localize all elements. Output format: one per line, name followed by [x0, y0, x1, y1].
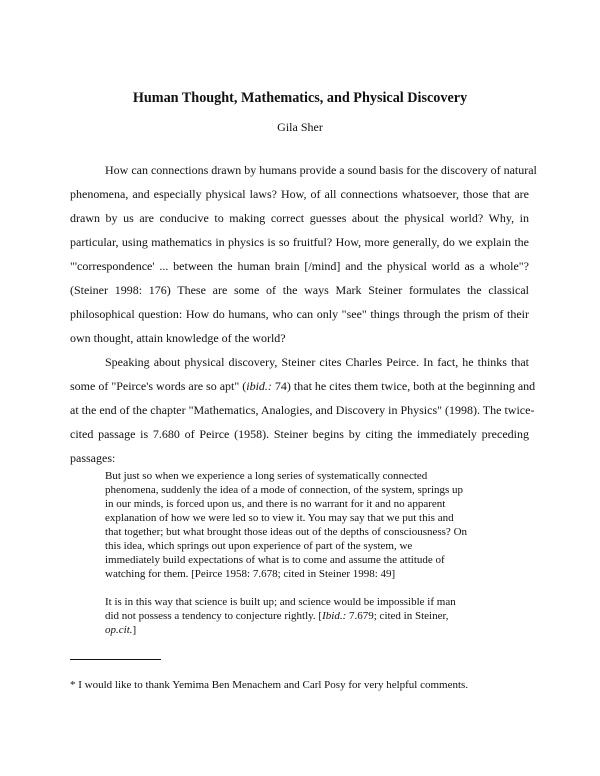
quote-1-line-2: phenomena, suddenly the idea of a mode of connection, of the system, springs up — [105, 484, 464, 496]
paragraph-1-line-7: philosophical question: How do humans, who can only "see" things through the prism of their — [70, 307, 529, 321]
quote-1-line-5: that together; but what brought those ideas out of the depths of consciousness? On — [105, 526, 468, 538]
paragraph-1-line-6: (Steiner 1998: 176) These are some of the ways Mark Steiner formulates the classical — [70, 283, 529, 297]
paragraph-1-line-8: own thought, attain knowledge of the world? — [70, 331, 286, 345]
quote-1-line-1: But just so when we experience a long series of systematically connected — [105, 470, 428, 482]
paragraph-1-line-5: "'correspondence' ... between the human brain [/mind] and the physical world as a whole"? — [70, 259, 529, 273]
footnote: * I would like to thank Yemima Ben Menachem and Carl Posy for very helpful comments. — [70, 679, 469, 691]
quote-1-line-7: immediately build expectations of what is to come and assume the attitude of — [105, 554, 445, 566]
quote-2-line-2: did not possess a tendency to conjecture rightly. [Ibid.: 7.679; cited in Steiner, — [105, 610, 449, 622]
paragraph-1-line-4: particular, using mathematics in physics is so fruitful? How, more generally, do we explain the — [70, 235, 529, 249]
paragraph-1-line-3: drawn by us are conducive to making correct guesses about the physical world? Why, in — [70, 211, 529, 225]
quote-1-line-8: watching for them. [Peirce 1958: 7.678; cited in Steiner 1998: 49] — [105, 568, 396, 580]
quote-1-line-4: explanation of how we were led so to view it. You may say that we put this and — [105, 512, 454, 524]
paragraph-2-line-2: some of "Peirce's words are so apt" (ibid.: 74) that he cites them twice, both at the beginning and — [70, 379, 536, 393]
quote-2-line-1: It is in this way that science is built up; and science would be impossible if man — [105, 596, 456, 608]
author-name: Gila Sher — [277, 120, 323, 134]
paper-title: Human Thought, Mathematics, and Physical Discovery — [132, 90, 468, 106]
paragraph-2-line-4: cited passage is 7.680 of Peirce (1958). Steiner begins by citing the immediately preceding — [70, 427, 529, 441]
paragraph-1-line-1: How can connections drawn by humans provide a sound basis for the discovery of natural — [105, 163, 537, 177]
footnote-separator — [70, 659, 161, 660]
paragraph-2-line-3: at the end of the chapter "Mathematics, Analogies, and Discovery in Physics" (1998). The twice- — [70, 403, 535, 417]
quote-1-line-6: this idea, which springs out upon experience of part of the system, we — [105, 540, 413, 552]
paragraph-2-line-5: passages: — [70, 451, 116, 465]
paragraph-1-line-2: phenomena, and especially physical laws? How, of all connections whatsoever, those that are — [70, 187, 529, 201]
paragraph-2-line-1: Speaking about physical discovery, Steiner cites Charles Peirce. In fact, he thinks that — [105, 355, 529, 369]
quote-1-line-3: in our minds, is forced upon us, and there is no warrant for it and no apparent — [105, 498, 446, 510]
quote-2-line-3: op.cit.] — [105, 624, 137, 636]
